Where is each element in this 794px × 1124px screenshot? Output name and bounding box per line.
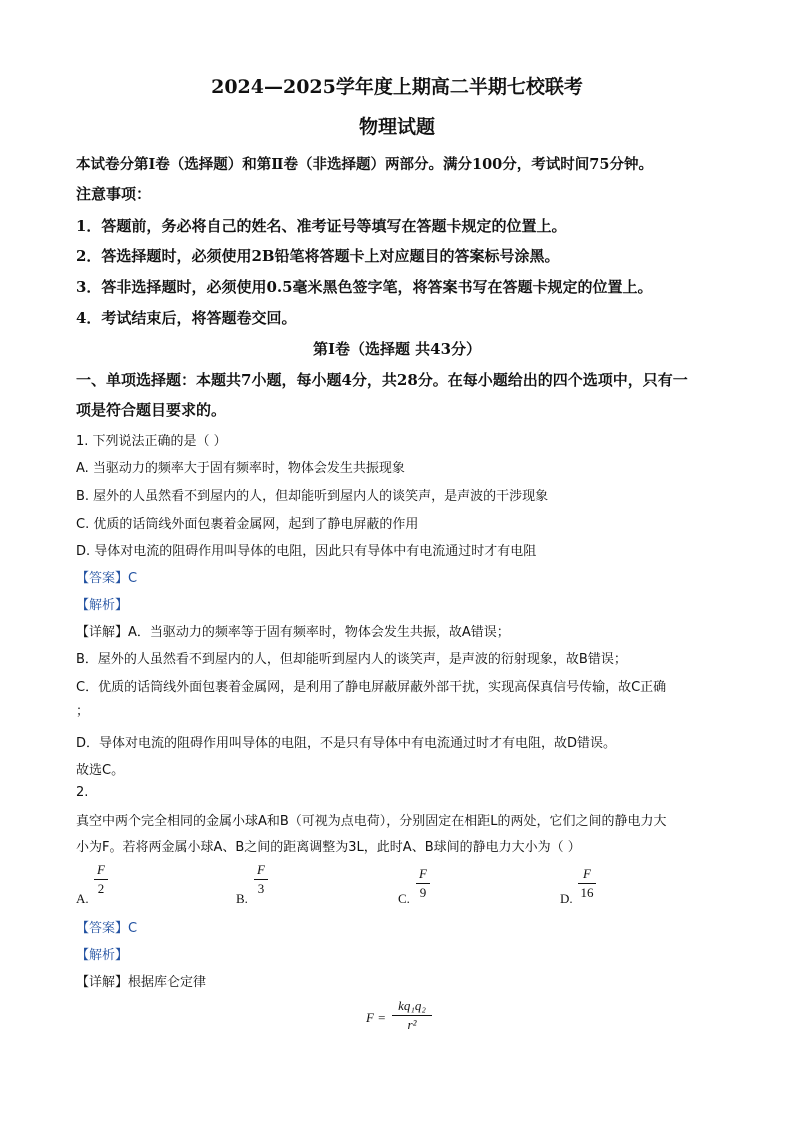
option-label: C. [398,891,410,906]
formula-fraction [392,998,432,1033]
note-1: 1．答题前，务必将自己的姓名、准考证号等填写在答题卡规定的位置上。 [76,217,567,235]
fraction-bar [416,883,430,884]
question-1-detail-6: 故选C。 [76,763,125,778]
question-1-detail-1: 【详解】A．当驱动力的频率等于固有频率时，物体会发生共振，故A错误； [76,625,510,640]
option-fraction [416,866,430,901]
fraction-numerator: F [419,866,427,881]
option-label: D. [560,891,573,906]
question-1-option-b: B. 屋外的人虽然看不到屋内的人，但却能听到屋内人的谈笑声，是声波的干涉现象 [76,489,549,504]
page-subtitle: 物理试题 [358,116,435,138]
question-1-detail-3: C．优质的话筒线外面包裹着金属网，是利用了静电屏蔽屏蔽外部干扰，实现高保真信号传输，故C正确 [76,680,667,695]
page-title: 2024—2025学年度上期高二半期七校联考 [211,76,583,98]
fraction-numerator: F [97,862,105,877]
question-1-option-c: C. 优质的话筒线外面包裹着金属网，起到了静电屏蔽的作用 [76,517,419,532]
question-2-number: 2. [76,785,89,800]
question-1-option-d: D. 导体对电流的阻碍作用叫导体的电阻，因此只有导体中有电流通过时才有电阻 [76,544,537,559]
intro-text: 本试卷分第Ⅰ卷（选择题）和第Ⅱ卷（非选择题）两部分。满分100分，考试时间75分钟。 [76,156,653,173]
fraction-bar [578,883,596,884]
fraction-bar [254,879,268,880]
note-3: 3．答非选择题时，必须使用0.5毫米黑色签字笔，将答案书写在答题卡规定的位置上。 [76,278,653,296]
question-1-analysis: 【解析】 [76,598,129,613]
question-1-option-a: A. 当驱动力的频率大于固有频率时，物体会发生共振现象 [76,461,405,476]
section-instruction-line2: 项是符合题目要求的。 [76,401,227,419]
fraction-bar [94,879,108,880]
question-2-answer: 【答案】C [76,921,138,936]
question-2-stem-line1: 真空中两个完全相同的金属小球A和B（可视为点电荷），分别固定在相距L的两处，它们之间的静电力大 [76,814,667,829]
fraction-denominator: 2 [97,881,105,896]
formula-bar [392,1015,432,1016]
question-1-detail-2: B．屋外的人虽然看不到屋内的人，但却能听到屋内人的谈笑声，是声波的衍射现象，故B错误； [76,652,627,667]
fraction-numerator: F [583,866,591,881]
option-fraction [94,862,108,897]
option-fraction [254,862,268,897]
question-1-answer [76,567,137,586]
option-label: B. [236,891,248,906]
answer-label: 【答案】C [76,571,138,586]
fraction-numerator: F [257,862,265,877]
note-2: 2．答选择题时，必须使用2B铅笔将答题卡上对应题目的答案标号涂黑。 [76,247,560,265]
question-1-stem: 1. 下列说法正确的是（ ） [76,434,227,449]
question-1-detail-5: D．导体对电流的阻碍作用叫导体的电阻，不是只有导体中有电流通过时才有电阻，故D错误。 [76,736,617,751]
option-fraction [578,866,596,901]
note-4: 4．考试结束后，将答题卷交回。 [76,309,297,327]
formula-denominator: r² [407,1017,417,1032]
question-1-detail-4: ； [76,704,90,719]
question-2-analysis: 【解析】 [76,948,129,963]
section-instruction-line1: 一、单项选择题：本题共7小题，每小题4分，共28分。在每小题给出的四个选项中，只有一 [76,371,688,389]
formula-numerator: kq₁q₂ [398,998,426,1013]
section-title: 第Ⅰ卷（选择题 共43分） [312,340,482,358]
question-2-detail: 【详解】根据库仑定律 [76,975,207,990]
fraction-denominator: 16 [580,885,594,900]
notice-title: 注意事项： [76,185,152,203]
fraction-denominator: 9 [419,885,427,900]
question-2-stem-line2: 小为F。若将两金属小球A、B之间的距离调整为3L，此时A、B球间的静电力大小为（ ） [76,840,581,855]
formula-lhs: F = [366,1010,386,1025]
option-label: A. [76,891,89,906]
fraction-denominator: 3 [257,881,265,896]
